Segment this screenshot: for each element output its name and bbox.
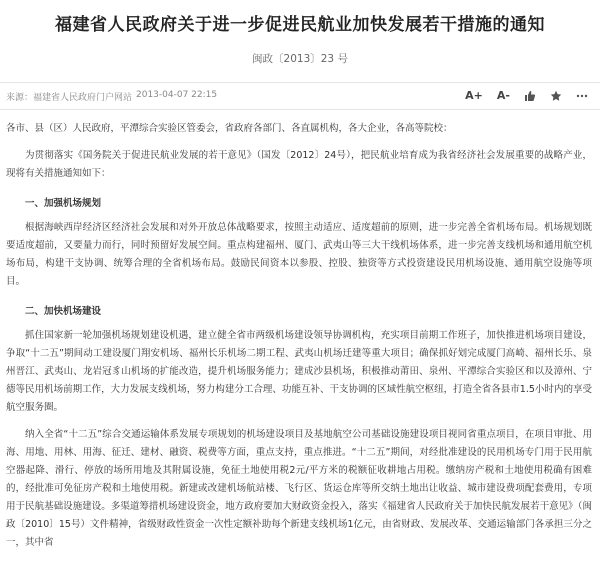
section-2-paragraph-2: 纳入全省“十二五”综合交通运输体系发展专项规划的机场建设项目及基地航空公司基础设施建设项目视同省重点项目，在项目审批、用海、用地、用林、用海、征迁、建材、融资、税费等方面，重点支持，重点推进。“十二五”期间，对经批准建设的民用机场专门用于民用航空器起降、滑行、停放的场所用地及其附属设施，免征土地使用税2元/平方米的税额征收耕地占用税。缴纳房产税和土地使用税确有困难的，经批准可免征房产税和土地使用税。新建或改建机场航站楼、飞行区、货运仓库等所交纳土地出让收益、城市建设费项配套费用，专项用于民航基础设施建设。多渠道筹措机场建设资金，地方政府要加大财政资金投入，落实《福建省人民政府关于加快民航发展若干意见》（闽政〔2010〕15号）文件精神，省级财政性资金一次性定额补助每个新建支线机场1亿元，由省财政、发展改革、交通运输部门各承担三分之一，其中省 <box>6 429 592 548</box>
article-body <box>6 120 592 561</box>
font-decrease-button[interactable]: A- <box>496 89 510 102</box>
star-icon[interactable] <box>550 88 562 104</box>
font-increase-button[interactable]: A+ <box>465 89 483 102</box>
section-heading-1: 一、加强机场规划 <box>25 198 102 209</box>
section-2-paragraph: 抓住国家新一轮加强机场规划建设机遇，建立健全省市两级机场建设领导协调机构，充实项目前期工作班子，加快推进机场项目建设，争取“十二五”期间动工建设厦门翔安机场、福州长乐机场二期工程、武夷山机场迁建等重大项目；确保抓好划完成厦门高崎、福州长乐、泉州晋江、武夷山、龙岩冠豸山机场的扩能改造，提升机场服务能力；建成沙县机场，积极推动莆田、泉州、平潭综合实验区和以及漳州、宁德等民用机场前期工作，大力发展支线机场，努力构建分工合理、功能互补、干支协调的区域性航空枢纽，打造全省各县市1.5小时内的享受航空服务圈。 <box>6 330 592 413</box>
section-heading-2: 二、加快机场建设 <box>25 306 102 317</box>
article-toolbar <box>465 88 588 104</box>
section-1-paragraph: 根据海峡西岸经济区经济社会发展和对外开放总体战略要求，按照主动适应、适度超前的原则，进一步完善全省机场布局。机场规划既要适度超前，又要量力而行，同时预留好发展空间。重点构建福州、厦门、武夷山等三大干线机场体系，进一步完善支线机场和通用航空机场布局，构建干支协调、统筹合理的全省机场布局。鼓励民间资本以参股、控股、独资等方式投资建设民用机场设施、通用航空设施等项目。 <box>6 222 592 287</box>
thumb-up-icon[interactable] <box>524 88 536 104</box>
meta-bar <box>0 82 600 110</box>
publish-date: 2013-04-07 22:15 <box>136 90 218 100</box>
salutation: 各市、县（区）人民政府，平潭综合实验区管委会，省政府各部门、各直属机构，各大企业，各高等院校： <box>6 123 453 134</box>
document-number: 闽政〔2013〕23 号 <box>252 53 348 65</box>
intro-paragraph: 为贯彻落实《国务院关于促进民航业发展的若干意见》（国发〔2012〕24号），把民航业培育成为我省经济社会发展重要的战略产业，现将有关措施通知如下： <box>6 150 592 179</box>
more-dots-icon[interactable] <box>576 88 588 104</box>
source-label[interactable]: 来源：福建省人民政府门户网站 <box>6 93 133 103</box>
page-title: 福建省人民政府关于进一步促进民航业加快发展若干措施的通知 <box>55 15 545 35</box>
